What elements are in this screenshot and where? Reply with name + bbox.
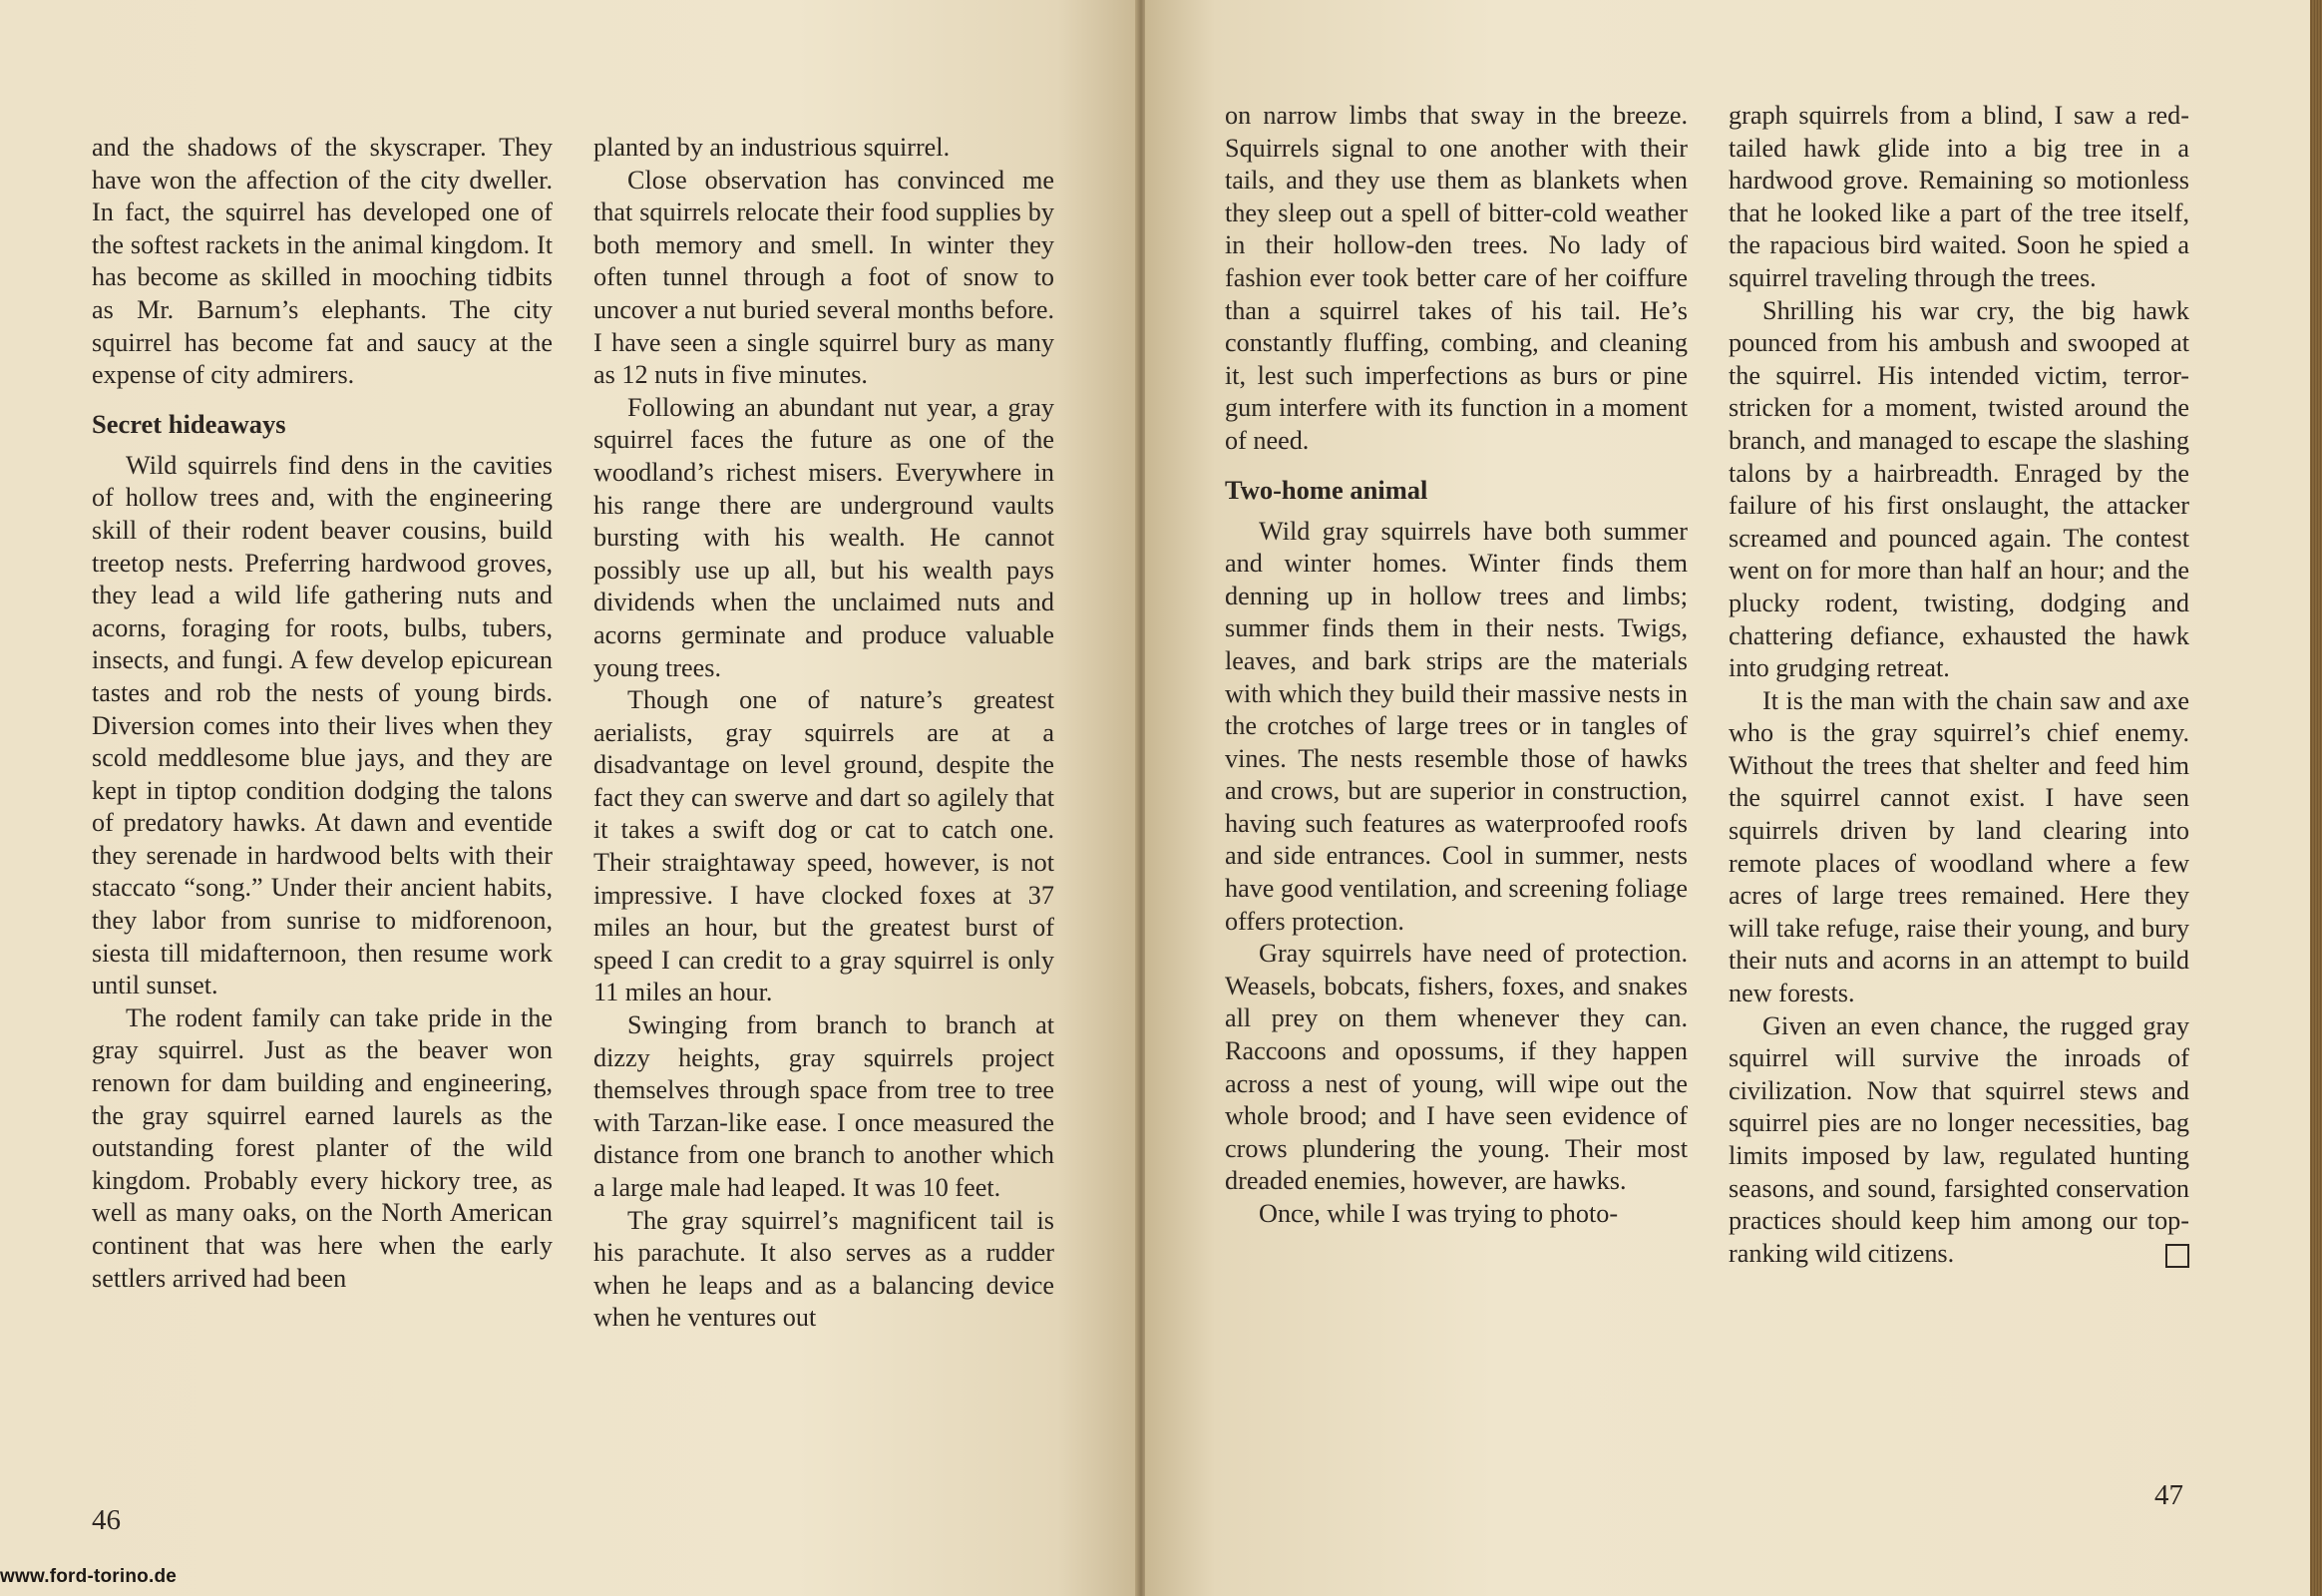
page-number-left: 46 bbox=[92, 1504, 121, 1536]
paragraph: on narrow limbs that sway in the breeze. Squirrels signal to one another with their tails, and they use them as blankets when they sleep out a spell of bitter-cold weather in their hollow-den trees. No lady of fashion ever took better care of her coiffure than a squirrel takes of his tail. He’s constantly fluffing, combing, and cleaning it, lest such imperfections as burs or pine gum interfere with its function in a moment of need. bbox=[1225, 101, 1688, 455]
left-page bbox=[0, 0, 1137, 1596]
paragraph: Wild squirrels find dens in the cavities of hollow trees and, with the engineering skill of their rodent beaver cousins, build treetop nests. Preferring hardwood groves, they lead a wild life gathering nuts and acorns, foraging for roots, bulbs, tubers, insects, and fungi. A few develop epicurean tastes and rob the nests of young birds. Diversion comes into their lives when they scold meddlesome blue jays, and they are kept in tiptop condition dodging the talons of predatory hawks. At dawn and eventide they serenade in hardwood belts with their staccato “song.” Under their ancient habits, they labor from sunrise to midforenoon, siesta till midafternoon, then resume work until sunset. bbox=[92, 450, 553, 1000]
section-heading: Secret hideaways bbox=[92, 408, 286, 439]
paragraph bbox=[1729, 1010, 2189, 1271]
left-page-column-2 bbox=[593, 132, 1054, 1335]
paragraph: It is the man with the chain saw and axe who is the gray squirrel’s chief enemy. Without the trees that shelter and feed him the squirrel cannot exist. I have seen squirrels driven by land clearing into remote places of woodland where a few acres of large trees remained. Here they will take refuge, raise their young, and bury their nuts and acorns in an attempt to build new forests. bbox=[1729, 685, 2189, 1008]
section-heading: Two-home animal bbox=[1225, 474, 1428, 505]
page-number-right: 47 bbox=[2154, 1479, 2183, 1511]
watermark: www.ford-torino.de bbox=[0, 1566, 178, 1587]
right-page-column-2 bbox=[1729, 100, 2189, 1270]
paragraph: planted by an industrious squirrel. bbox=[593, 133, 951, 162]
paragraph: Once, while I was trying to photo- bbox=[1259, 1199, 1619, 1228]
paragraph: Following an abundant nut year, a gray squirrel faces the future as one of the woodland’s richest misers. Everywhere in his range there are underground vaults bursting with his wealth. He cannot possibly use up all, but his wealth pays dividends when the unclaimed nuts and acorns germinate and produce valuable young trees. bbox=[593, 392, 1054, 682]
paragraph: Swinging from branch to branch at dizzy heights, gray squirrels project themselves through space from tree to tree with Tarzan-like ease. I once measured the distance from one branch to another which a large male had leaped. It was 10 feet. bbox=[593, 1010, 1054, 1202]
right-page-column-1 bbox=[1225, 100, 1688, 1231]
end-of-article-box-icon bbox=[2165, 1244, 2189, 1268]
paragraph: Though one of nature’s greatest aerialists, gray squirrels are at a disadvantage on level ground, despite the fact they can swerve and dart so agilely that it takes a swift dog or cat to catch one. Their straightaway speed, however, is not impressive. I have clocked foxes at 37 miles an hour, but the greatest burst of speed I can credit to a gray squirrel is only 11 miles an hour. bbox=[593, 685, 1054, 1007]
paragraph: Shrilling his war cry, the big hawk pounced from his ambush and swooped at the squirrel. His intended victim, terror-stricken for a moment, twisted around the branch, and managed to escape the slashing talons by a hairbreadth. Enraged by the failure of his first onslaught, the attacker screamed and pounced again. The contest went on for more than half an hour; and the plucky rodent, twisting, dodging and chattering defiance, exhausted the hawk into grudging retreat. bbox=[1729, 295, 2189, 683]
paragraph: Close observation has convinced me that squirrels relocate their food supplies by both memory and smell. In winter they often tunnel through a foot of snow to uncover a nut buried several months before. I have seen a single squirrel bury as many as 12 nuts in five minutes. bbox=[593, 165, 1054, 390]
paragraph: Gray squirrels have need of protection. Weasels, bobcats, fishers, foxes, and snakes all prey on them whenever they can. Raccoons and opossums, if they happen across a nest of young, will wipe out the whole brood; and I have seen evidence of crows plundering the young. Their most dreaded enemies, however, are hawks. bbox=[1225, 939, 1688, 1196]
paragraph-text: Given an even chance, the rugged gray squirrel will survive the inroads of civilization. Now that squirrel stews and squirrel pies are no longer necessities, bag limits imposed by law, regulated hunting seasons, and sound, farsighted conservation practices should keep him among our top-ranking wild citizens. bbox=[1729, 1010, 2189, 1268]
right-page bbox=[1145, 0, 2310, 1596]
paragraph: The rodent family can take pride in the gray squirrel. Just as the beaver won renown for dam building and engineering, the gray squirrel earned laurels as the outstanding forest planter of the wild kingdom. Probably every hickory tree, as well as many oaks, on the North American continent that was here when the early settlers arrived had been bbox=[92, 1002, 553, 1293]
paragraph: Wild gray squirrels have both summer and winter homes. Winter finds them denning up in hollow trees and limbs; summer finds them in their nests. Twigs, leaves, and bark strips are the materials with which they build their massive nests in the crotches of large trees or in tangles of vines. The nests resemble those of hawks and crows, but are superior in construction, having such features as waterproofed roofs and side entrances. Cool in summer, nests have good ventilation, and screening foliage offers protection. bbox=[1225, 516, 1688, 936]
left-page-column-1 bbox=[92, 132, 553, 1295]
paragraph: The gray squirrel’s magnificent tail is his parachute. It also serves as a rudder when he leaps and as a balancing device when he ventures out bbox=[593, 1205, 1054, 1333]
paragraph: and the shadows of the skyscraper. They have won the affection of the city dweller. In fact, the squirrel has developed one of the softest rackets in the animal kingdom. It has become as skilled in mooching tidbits as Mr. Barnum’s elephants. The city squirrel has become fat and saucy at the expense of city admirers. bbox=[92, 133, 553, 390]
paragraph: graph squirrels from a blind, I saw a red-tailed hawk glide into a big tree in a hardwood grove. Remaining so motionless that he looked like a part of the tree itself, the rapacious bird waited. Soon he spied a squirrel traveling through the trees. bbox=[1729, 101, 2189, 292]
book-page-edge bbox=[2310, 0, 2322, 1596]
